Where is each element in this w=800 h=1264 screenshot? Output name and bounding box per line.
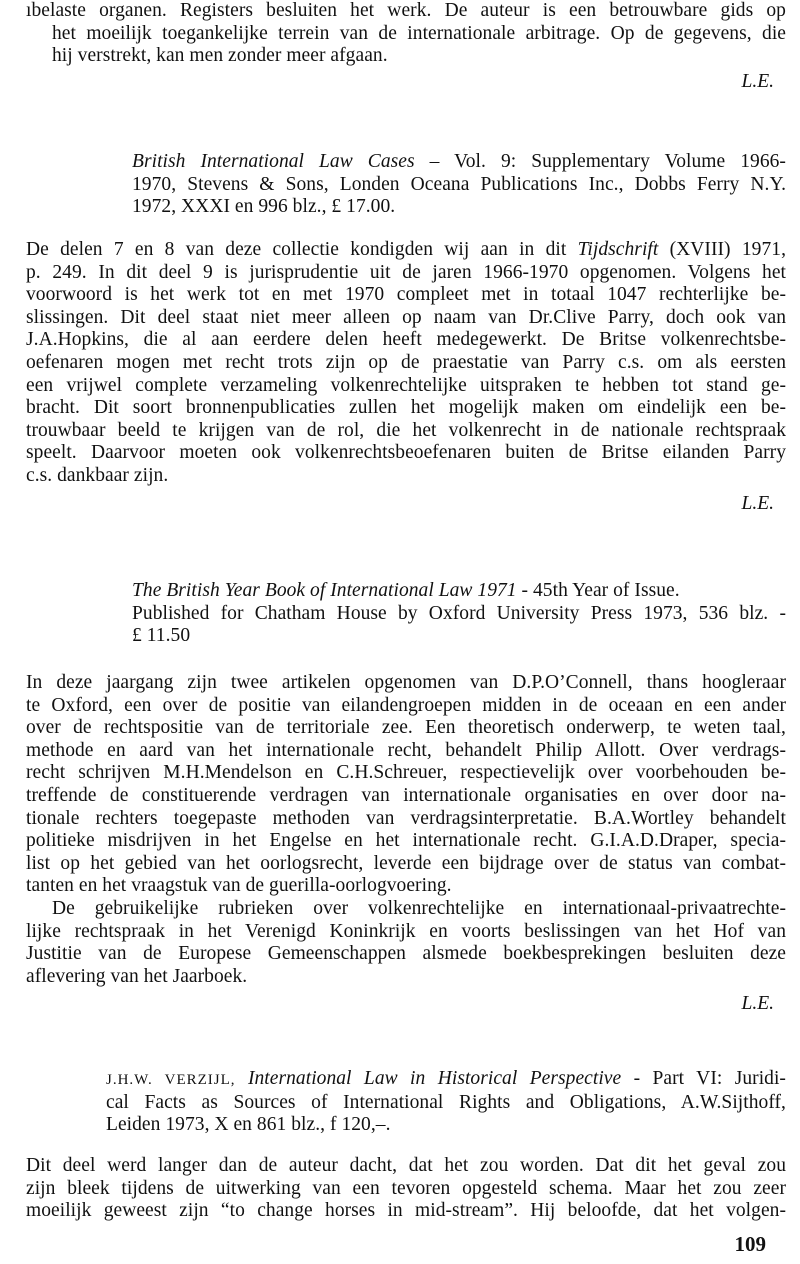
page-number: 109	[734, 1232, 766, 1256]
review2-heading-line3: £ 11.50	[132, 625, 191, 647]
review1-body-line: speelt. Daarvoor moeten ook volkenrechtsbeoefenaren buiten de Britse eilanden Parry	[26, 442, 786, 464]
review1-heading-line1	[26, 151, 786, 174]
review3-heading-line3: Leiden 1973, X en 861 blz., f 120,–.	[106, 1114, 391, 1136]
review1-body-line: oefenaren mogen met recht trots zijn op de praestatie van Parry c.s. om als eersten	[26, 351, 786, 373]
review3-heading-line2: cal Facts as Sources of International Rights and Obligations, A.W.Sijthoff,	[106, 1091, 786, 1113]
review3-body-line: Dit deel werd langer dan de auteur dacht, dat het zou worden. Dat dit het geval zou	[26, 1155, 786, 1176]
intro-line: ıbelaste organen. Registers besluiten het werk. De auteur is een betrouwbare gids op	[26, 0, 786, 21]
review1-title: British International Law Cases	[132, 151, 415, 172]
review3-title: International Law in Historical Perspective	[247, 1068, 622, 1089]
review1-body-line: bracht. Dit soort bronnenpublicaties zullen het mogelijk maken om eindelijk een be-	[26, 397, 786, 419]
review1-body-text: (XVIII) 1971,	[658, 239, 786, 260]
review2-heading	[26, 580, 786, 648]
intro-line: het moeilijk toegankelijke terrein van de internationale arbitrage. Op de gegevens, die	[52, 22, 786, 44]
review2-para2-line: Justitie van de Europese Gemeenschappen alsmede boekbesprekingen besluiten deze	[26, 943, 786, 965]
review2-para1-line: list op het gebied van het oorlogsrecht, leverde een bijdrage over de status van combat-	[26, 852, 786, 874]
review2-para1-line: methode en aard van het internationale recht, behandelt Philip Allott. Over verdrags-	[26, 739, 786, 761]
review1-heading-line2: 1970, Stevens & Sons, Londen Oceana Publications Inc., Dobbs Ferry N.Y.	[132, 173, 786, 195]
intro-line: hij verstrekt, kan men zonder meer afgaan.	[52, 45, 388, 67]
review2-para1-line: treffende de constituerende verdragen van internationale organisaties en over door na-	[26, 784, 786, 806]
review2-para1-line: In deze jaargang zijn twee artikelen opgenomen van D.P.O’Connell, thans hoogleraar	[26, 672, 786, 693]
review1-body-line: c.s. dankbaar zijn.	[26, 464, 169, 486]
review1-body-text: De delen 7 en 8 van deze collectie kondigden wij aan in dit	[26, 239, 578, 260]
review1-body-line: slissingen. Dit deel staat niet meer alleen op naam van Dr.Clive Parry, doch ook van	[26, 306, 786, 328]
review1-body-line: een vrijwel complete verzameling volkenrechtelijke uitspraken te hebben tot stand ge-	[26, 374, 786, 396]
review1-body-line: J.A.Hopkins, die al aan eerdere delen heeft medegewerkt. De Britse volkenrechtsbe-	[26, 329, 786, 351]
review2-para1-line: te Oxford, een over de positie van eilandengroepen midden in de oceaan en een ander	[26, 694, 786, 716]
review2-para1-line: over de rechtspositie van de territoriale zee. Een theoretisch onderwerp, te weten taal,	[26, 717, 786, 739]
review2-body	[26, 672, 786, 1016]
review2-heading-line2: Published for Chatham House by Oxford University Press 1973, 536 blz. -	[132, 602, 786, 624]
review3-heading-line1	[26, 1068, 786, 1092]
review2-para2-line: De gebruikelijke rubrieken over volkenrechtelijke en internationaal-privaatrechte-	[52, 897, 786, 919]
intro-section	[26, 0, 786, 93]
review2-heading-line1	[26, 580, 786, 603]
review2-para2-line: aflevering van het Jaarboek.	[26, 965, 248, 987]
review1-journal-name: Tijdschrift	[577, 239, 659, 260]
review1-body-line1	[26, 239, 786, 262]
review2-para1-line: tionale rechters toegepaste methoden van verdragsinterpretatie. B.A.Wortley behandelt	[26, 807, 786, 829]
review3-body	[26, 1155, 786, 1223]
review2-para1-line: tanten en het vraagstuk van de guerilla-oorlogvoering.	[26, 875, 452, 897]
review1-body-line: trouwbaar beeld te krijgen van de rol, die het volkenrecht in de nationale rechtspraak	[26, 419, 786, 441]
review1-body-line: voorwoord is het werk tot en met 1970 compleet met in totaal 1047 rechterlijke be-	[26, 284, 786, 306]
review3-heading	[26, 1068, 786, 1137]
review1-heading-rest: – Vol. 9: Supplementary Volume 1966-	[414, 151, 786, 172]
intro-initials: L.E.	[741, 70, 774, 92]
review3-heading-rest: - Part VI: Juridi-	[621, 1068, 786, 1089]
review1-body	[26, 239, 786, 515]
review2-para1-line: recht schrijven M.H.Mendelson en C.H.Schreuer, respectievelijk over voorbehouden be-	[26, 762, 786, 784]
review2-title: The British Year Book of International Law 1971	[132, 580, 517, 601]
review2-initials: L.E.	[741, 993, 774, 1015]
review1-body-line: p. 249. In dit deel 9 is jurisprudentie uit de jaren 1966-1970 opgenomen. Volgens het	[26, 261, 786, 283]
review3-body-line: zijn bleek tijdens de uitwerking van een tevoren opgesteld schema. Maar het zou zeer	[26, 1177, 786, 1199]
review2-para2-line: lijke rechtspraak in het Verenigd Koninkrijk en voorts beslissingen van het Hof van	[26, 920, 786, 942]
review1-heading-line3: 1972, XXXI en 996 blz., £ 17.00.	[132, 196, 396, 218]
review3-author: J.H.W. VERZIJL,	[106, 1072, 236, 1088]
review2-heading-rest: - 45th Year of Issue.	[516, 580, 680, 601]
review3-body-line: moeilijk geweest zijn “to change horses in mid-stream”. Hij beloofde, dat het volgen-	[26, 1200, 786, 1222]
review1-heading	[26, 151, 786, 219]
review2-para1-line: politieke misdrijven in het Engelse en het internationale recht. G.I.A.D.Draper, specia-	[26, 830, 786, 852]
review1-initials: L.E.	[741, 492, 774, 514]
